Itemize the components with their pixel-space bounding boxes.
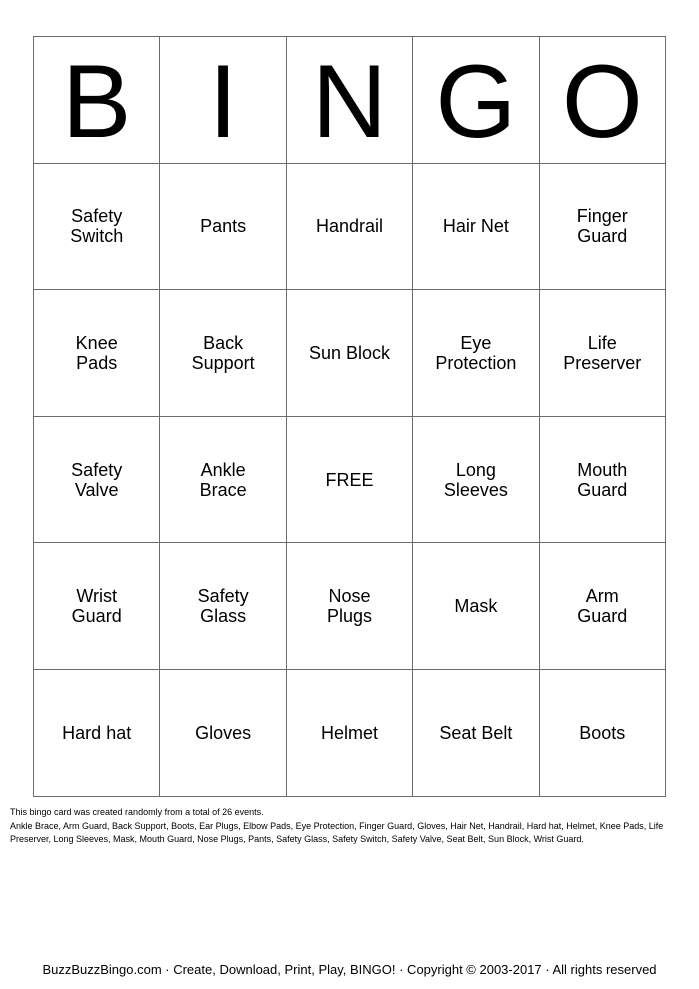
grid-cell: Ankle Brace: [160, 416, 286, 543]
grid-cell: Nose Plugs: [286, 543, 412, 670]
card-summary: This bingo card was created randomly from a total of 26 events.: [10, 807, 264, 817]
grid-row: [34, 669, 666, 796]
grid-cell: Handrail: [286, 163, 412, 290]
footer-copyright: BuzzBuzzBingo.com · Create, Download, Print, Play, BINGO! · Copyright © 2003-2017 · All rights reserved: [42, 962, 657, 977]
grid-row: [34, 290, 666, 417]
grid-row: [34, 163, 666, 290]
grid-cell: Helmet: [286, 669, 412, 796]
grid-row: [34, 416, 666, 543]
grid-cell: Pants: [160, 163, 286, 290]
grid-cell: Arm Guard: [539, 543, 665, 670]
grid-cell: Safety Switch: [34, 163, 160, 290]
grid-cell: Long Sleeves: [413, 416, 539, 543]
grid-cell: Eye Protection: [413, 290, 539, 417]
grid-row: [34, 543, 666, 670]
grid-cell: Mouth Guard: [539, 416, 665, 543]
header-letter-b: B: [34, 37, 160, 164]
header-letter-g: G: [413, 37, 539, 164]
header-letter-o: O: [539, 37, 665, 164]
header-letter-i: I: [160, 37, 286, 164]
grid-cell: Life Preserver: [539, 290, 665, 417]
grid-cell: Sun Block: [286, 290, 412, 417]
grid-cell: Safety Valve: [34, 416, 160, 543]
grid-cell: Wrist Guard: [34, 543, 160, 670]
grid-cell: Safety Glass: [160, 543, 286, 670]
grid-cell: Knee Pads: [34, 290, 160, 417]
grid-cell: Boots: [539, 669, 665, 796]
event-list: Ankle Brace, Arm Guard, Back Support, Boots, Ear Plugs, Elbow Pads, Eye Protection, Finger Guard, Gloves, Hair Net, Handrail, Hard hat, Helmet, Knee Pads, Life Preserver, Long Sleeves, Mask, Mouth Guard, Nose Plugs, Pants, Safety Glass, Safety Switch, Safety Valve, Seat Belt, Sun Block, Wrist Guard.: [10, 820, 664, 844]
bingo-card: [33, 36, 666, 797]
header-letter-n: N: [286, 37, 412, 164]
card-info: [10, 806, 690, 847]
free-space-cell: FREE: [286, 416, 412, 543]
grid-cell: Hard hat: [34, 669, 160, 796]
grid-cell: Mask: [413, 543, 539, 670]
grid-cell: Finger Guard: [539, 163, 665, 290]
grid-cell: Seat Belt: [413, 669, 539, 796]
grid-cell: Gloves: [160, 669, 286, 796]
grid-cell: Hair Net: [413, 163, 539, 290]
header-row: [34, 37, 666, 164]
grid-cell: Back Support: [160, 290, 286, 417]
